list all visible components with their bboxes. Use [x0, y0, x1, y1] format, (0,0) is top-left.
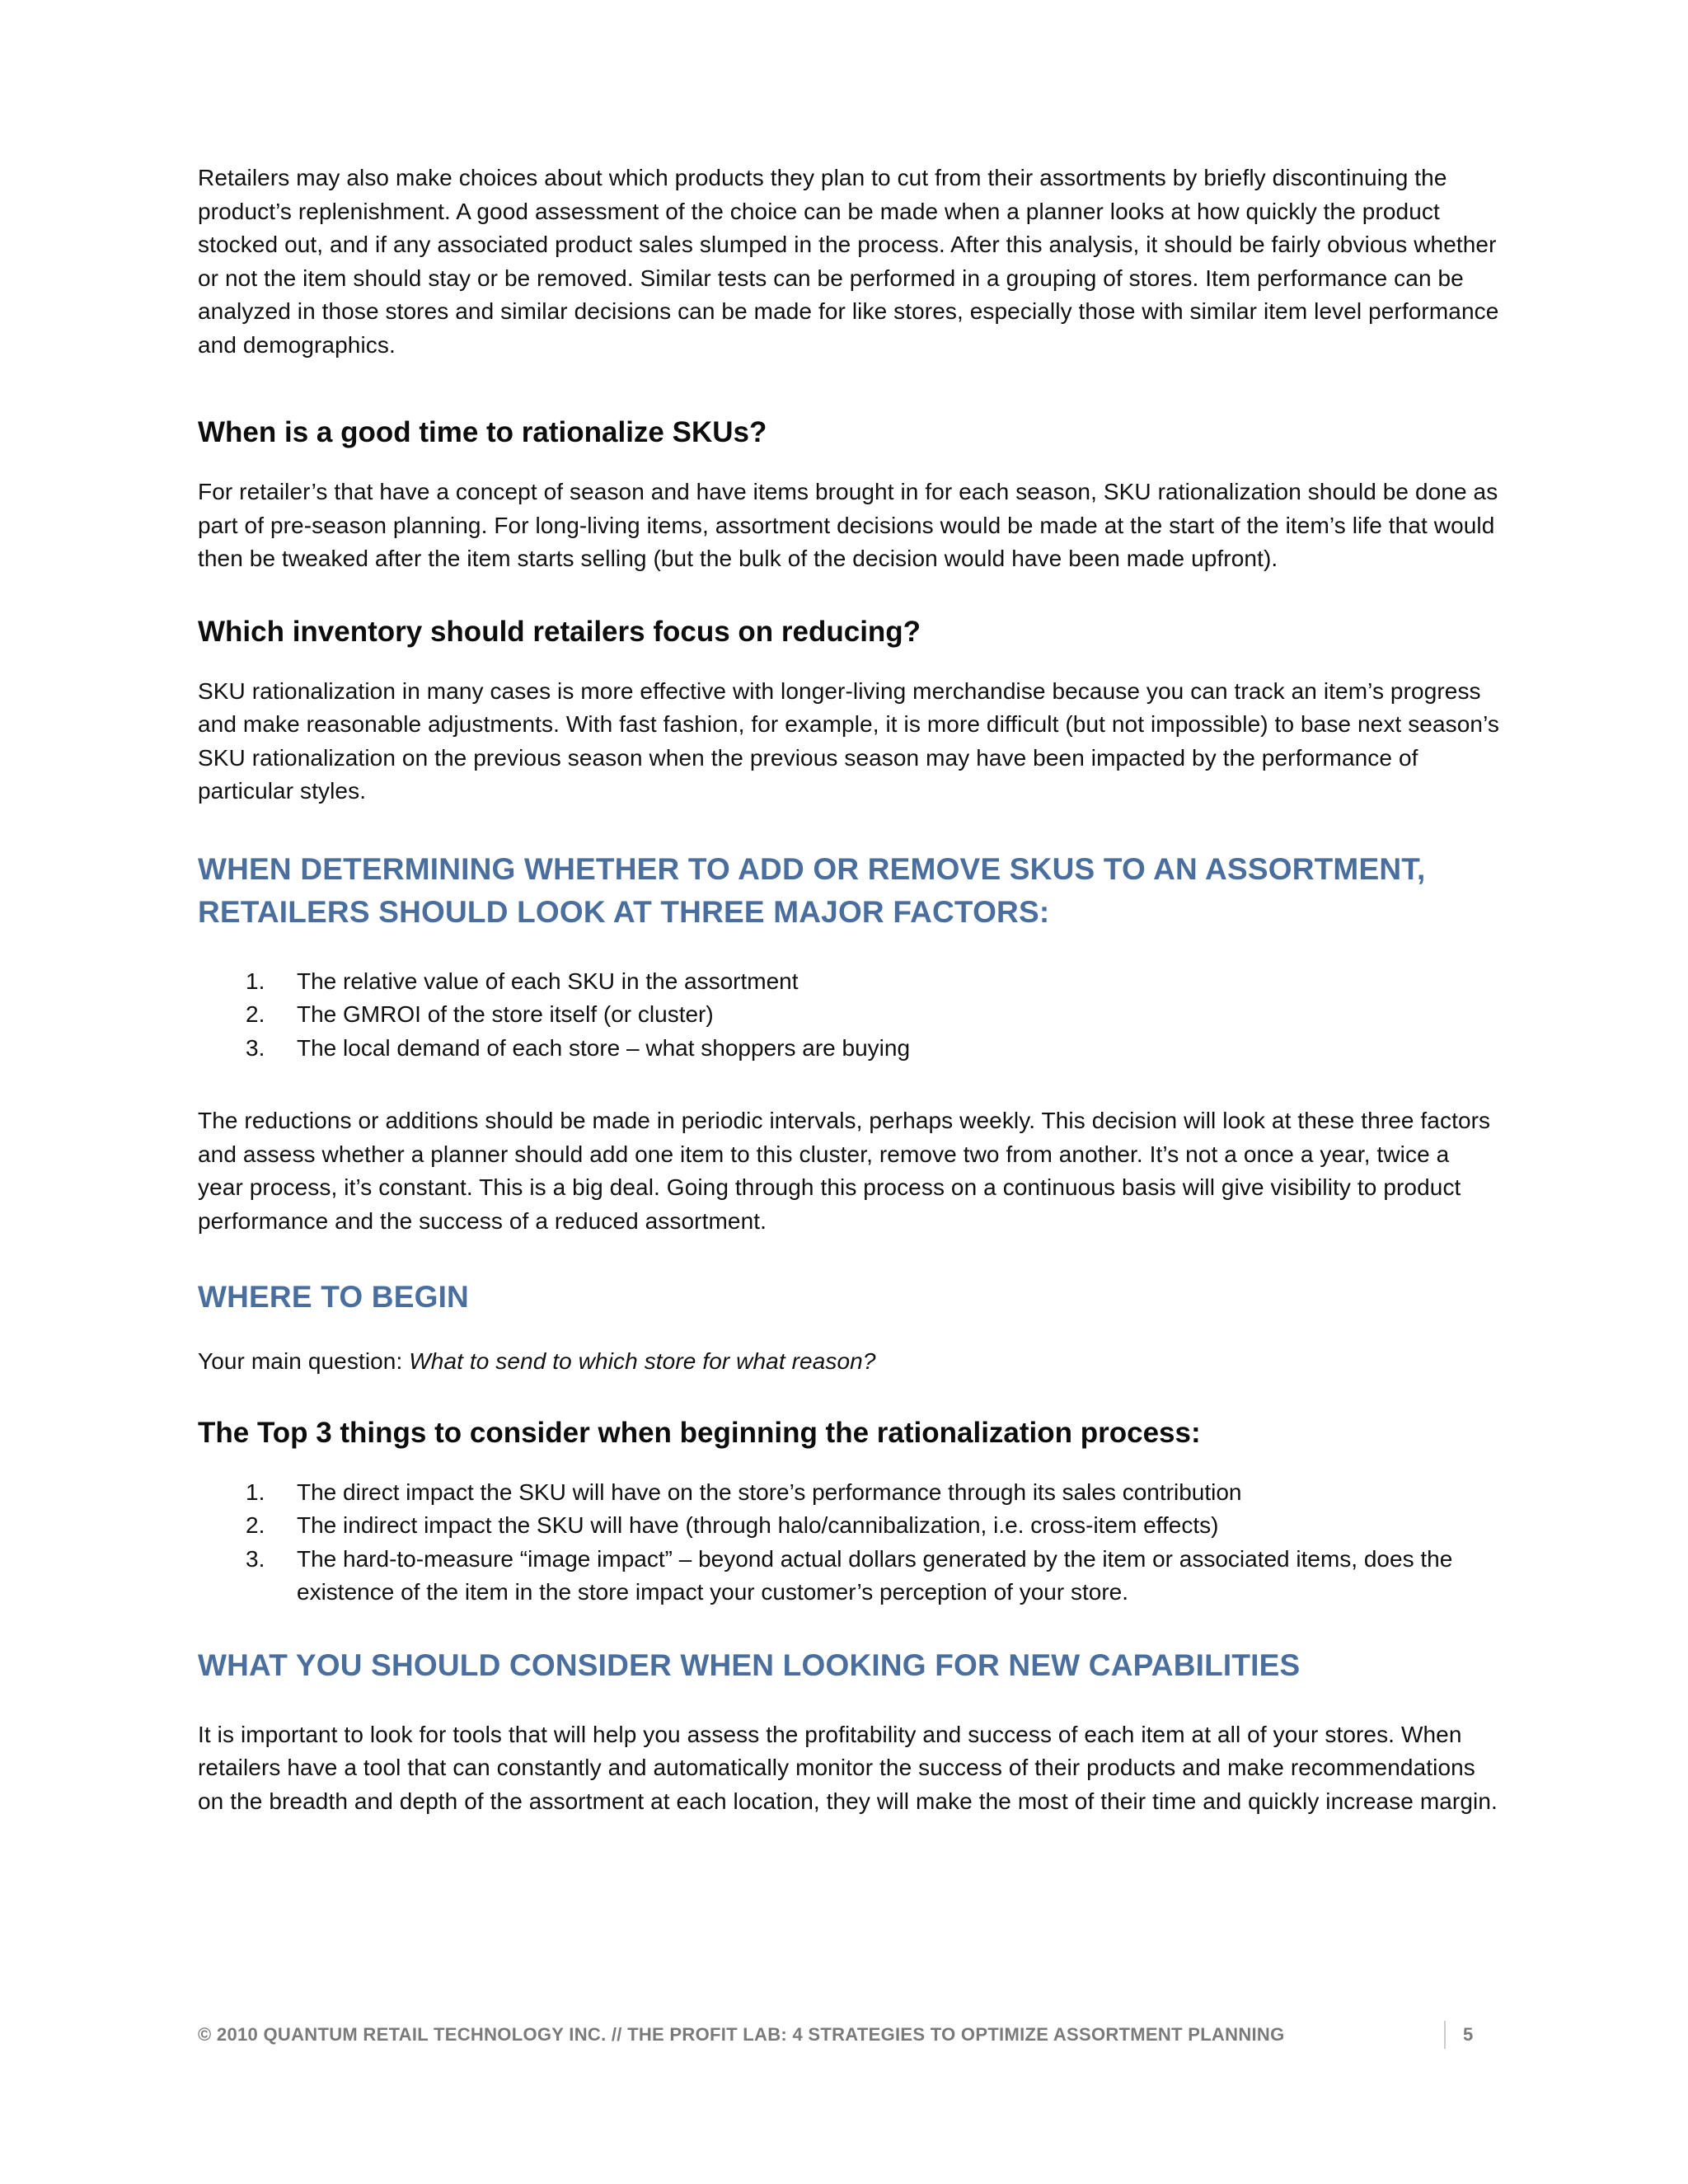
spacer	[198, 1238, 1500, 1276]
paragraph-season: For retailer’s that have a concept of season and have items brought in for each season, SKU rationalization should be done as part of pre-season planning. For long-living items, assortment decisions would be made at the start of the item’s life that would then be tweaked after the item starts selling (but the bulk of the decision would have been made upfront).	[198, 479, 1498, 571]
factors-list	[198, 965, 1500, 1066]
heading-three-factors: WHEN DETERMINING WHETHER TO ADD OR REMOVE SKUS TO AN ASSORTMENT, RETAILERS SHOULD LOOK AT THREE MAJOR FACTORS:	[198, 851, 1426, 929]
list-item: 2. The GMROI of the store itself (or cluster)	[246, 1001, 714, 1027]
spacer	[198, 1319, 1500, 1345]
page-footer	[198, 2021, 1500, 2054]
spacer	[198, 808, 1500, 848]
spacer	[198, 362, 1500, 415]
heading-where-to-begin: WHERE TO BEGIN	[198, 1280, 469, 1314]
footer-divider	[1444, 2021, 1446, 2049]
spacer	[198, 650, 1500, 675]
list-item: 3. The hard-to-measure “image impact” – beyond actual dollars generated by the item or associated items, does the existence of the item in the store impact your customer’s perception of your store.	[246, 1545, 1453, 1605]
footer-copyright: © 2010 QUANTUM RETAIL TECHNOLOGY INC. // THE PROFIT LAB: 4 STRATEGIES TO OPTIMIZE ASSORTMENT PLANNING	[198, 2024, 1285, 2045]
paragraph-tools: It is important to look for tools that will help you assess the profitability and success of each item at all of your stores. When retailers have a tool that can constantly and automatically monitor the success of their products and make recommendations on the breadth and depth of the assortment at each location, they will make the most of their time and quickly increase margin.	[198, 1721, 1498, 1814]
heading-top-3: The Top 3 things to consider when beginning the rationalization process:	[198, 1416, 1201, 1449]
spacer	[198, 576, 1500, 614]
paragraph-longer-living: SKU rationalization in many cases is more effective with longer-living merchandise because you can track an item’s progress and make reasonable adjustments. With fast fashion, for example, it is more difficult (but not impossible) to base next season’s SKU rationalization on the previous season when the previous season may have been impacted by the performance of particular styles.	[198, 677, 1499, 804]
page-content	[198, 162, 1500, 1818]
list-item: 1. The direct impact the SKU will have on the store’s performance through its sales contribution	[246, 1479, 1242, 1505]
spacer	[198, 1379, 1500, 1415]
spacer	[198, 934, 1500, 965]
heading-new-capabilities: WHAT YOU SHOULD CONSIDER WHEN LOOKING FOR NEW CAPABILITIES	[198, 1647, 1301, 1682]
spacer	[198, 451, 1500, 476]
heading-which-inventory: Which inventory should retailers focus on reducing?	[198, 615, 921, 648]
list-item: 2. The indirect impact the SKU will have (through halo/cannibalization, i.e. cross-item effects)	[246, 1512, 1219, 1538]
paragraph-main-question: Your main question: What to send to which store for what reason?	[198, 1348, 876, 1374]
heading-good-time: When is a good time to rationalize SKUs?	[198, 416, 767, 448]
paragraph-periodic: The reductions or additions should be made in periodic intervals, perhaps weekly. This decision will look at these three factors and assess whether a planner should add one item to this cluster, remove two from another. It’s not a once a year, twice a year process, it’s constant. This is a big deal. Going through this process on a continuous basis will give visibility to product performance and the success of a reduced assortment.	[198, 1108, 1491, 1234]
spacer	[198, 1451, 1500, 1476]
top-3-list	[198, 1476, 1500, 1610]
paragraph-replenishment: Retailers may also make choices about which products they plan to cut from their assortments by briefly discontinuing the product’s replenishment. A good assessment of the choice can be made when a planner looks at how quickly the product stocked out, and if any associated product sales slumped in the process. After this analysis, it should be fairly obvious whether or not the item should stay or be removed. Similar tests can be performed in a grouping of stores. Item performance can be analyzed in those stores and similar decisions can be made for like stores, especially those with similar item level performance and demographics.	[198, 165, 1499, 358]
spacer	[198, 1065, 1500, 1104]
spacer	[198, 1687, 1500, 1718]
list-item: 3. The local demand of each store – what shoppers are buying	[246, 1034, 911, 1061]
page-number: 5	[1463, 2024, 1474, 2045]
list-item: 1. The relative value of each SKU in the assortment	[246, 968, 799, 994]
spacer	[198, 1610, 1500, 1644]
